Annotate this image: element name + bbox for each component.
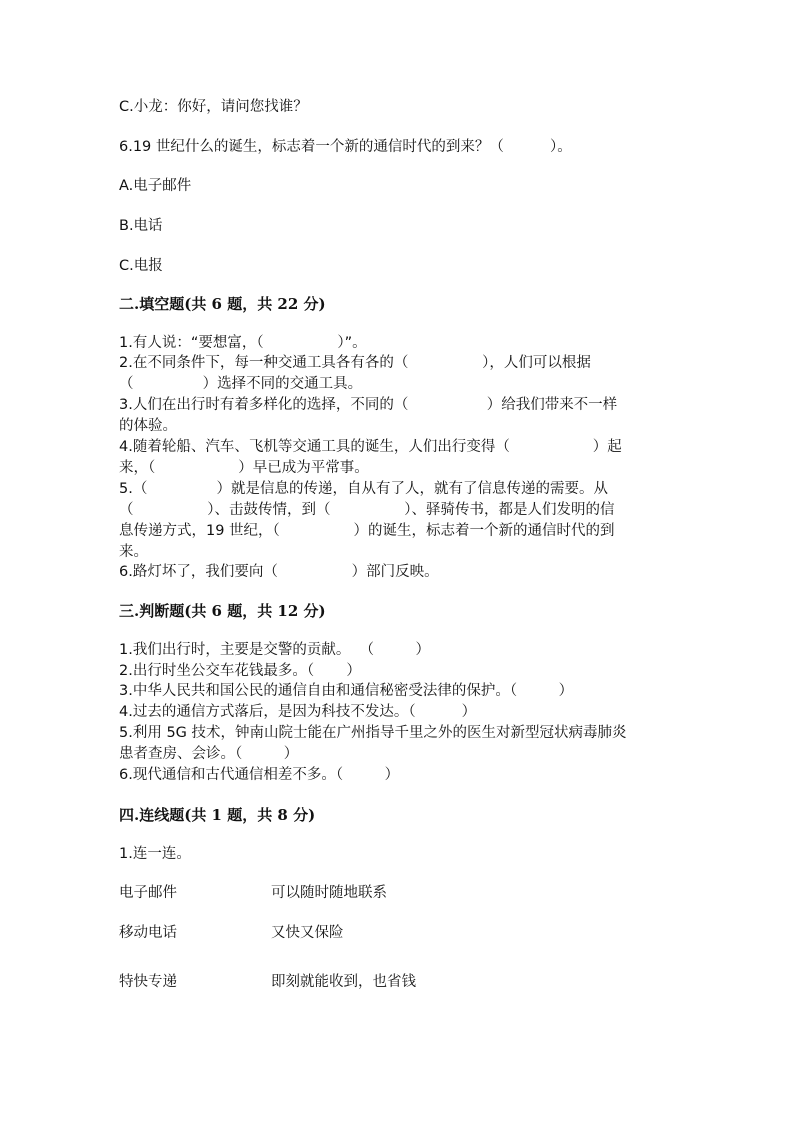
fill-line: 2.在不同条件下，每一种交通工具各有各的（ ），人们可以根据	[119, 355, 591, 371]
fill-line: （ ）选择不同的交通工具。	[119, 376, 363, 392]
fill-line: 5.（ ）就是信息的传递，自从有了人，就有了信息传递的需要。从	[119, 481, 608, 497]
match-right-item: 又快又保险	[271, 925, 344, 941]
fill-line: （ ）、击鼓传情，到（ ）、驿骑传书，都是人们发明的信	[119, 502, 615, 518]
match-left-item: 特快专递	[119, 974, 177, 990]
judge-line: 2.出行时坐公交车花钱最多。（ ）	[119, 663, 361, 679]
question-6-option-c: C.电报	[119, 258, 163, 274]
judge-line: 3.中华人民共和国公民的通信自由和通信秘密受法律的保护。（ ）	[119, 683, 574, 699]
fill-blank-section-title: 二.填空题(共 6 题，共 22 分)	[119, 295, 326, 313]
fill-line: 来，（ ）早已成为平常事。	[119, 460, 369, 476]
matching-section-title: 四.连线题(共 1 题，共 8 分)	[119, 806, 316, 824]
match-left-item: 电子邮件	[119, 885, 177, 901]
fill-line: 1.有人说：“要想富，（ ）”。	[119, 335, 367, 351]
fill-line: 息传递方式，19 世纪，（ ）的诞生，标志着一个新的通信时代的到	[119, 523, 615, 539]
question-6-option-b: B.电话	[119, 218, 163, 234]
judge-line: 5.利用 5G 技术，钟南山院士能在广州指导千里之外的医生对新型冠状病毒肺炎	[119, 725, 627, 741]
question-6-text: 6.19 世纪什么的诞生，标志着一个新的通信时代的到来？（ ）。	[119, 139, 572, 155]
fill-line: 4.随着轮船、汽车、飞机等交通工具的诞生，人们出行变得（ ）起	[119, 439, 622, 455]
judge-line: 4.过去的通信方式落后，是因为科技不发达。（ ）	[119, 704, 477, 720]
question-6-option-a: A.电子邮件	[119, 178, 192, 194]
fill-line: 3.人们在出行时有着多样化的选择，不同的（ ）给我们带来不一样	[119, 397, 618, 413]
match-left-item: 移动电话	[119, 925, 177, 941]
judge-line: 1.我们出行时，主要是交警的贡献。 （ ）	[119, 642, 431, 658]
fill-line: 6.路灯坏了，我们要向（ ）部门反映。	[119, 564, 439, 580]
match-right-item: 可以随时随地联系	[271, 885, 387, 901]
judge-line: 患者查房、会诊。（ ）	[119, 746, 299, 762]
true-false-section-title: 三.判断题(共 6 题，共 12 分)	[119, 602, 326, 620]
match-right-item: 即刻就能收到，也省钱	[271, 974, 416, 990]
prev-question-option-c: C.小龙：你好，请问您找谁？	[119, 99, 308, 115]
fill-line: 的体验。	[119, 418, 177, 434]
matching-prompt: 1.连一连。	[119, 846, 191, 862]
judge-line: 6.现代通信和古代通信相差不多。（ ）	[119, 767, 400, 783]
fill-line: 来。	[119, 544, 148, 560]
